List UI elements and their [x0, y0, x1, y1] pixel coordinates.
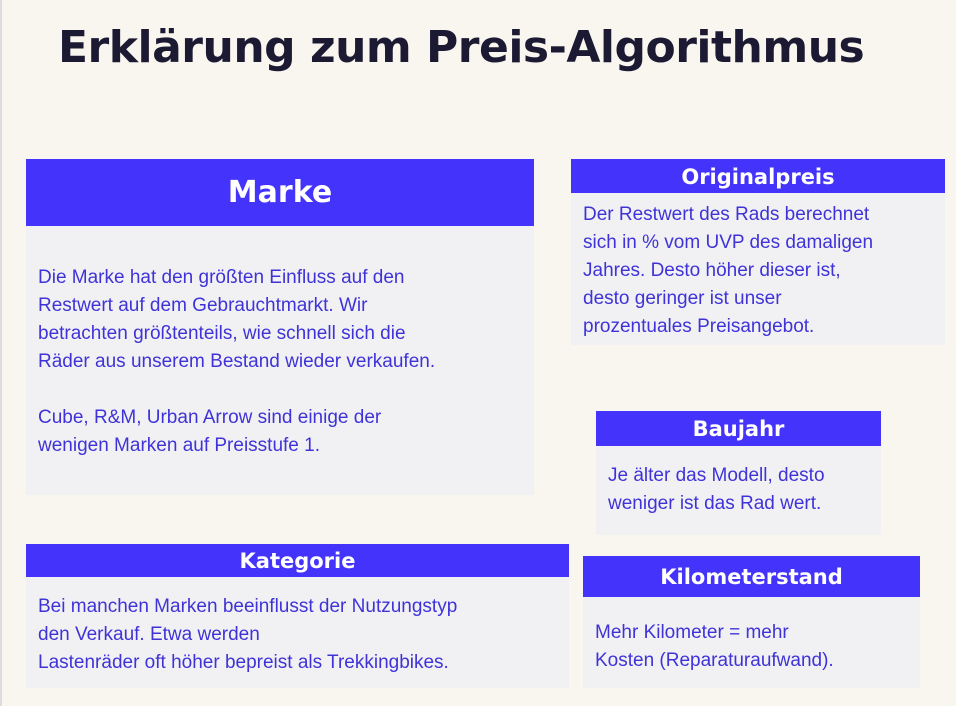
card-originalpreis-heading: Originalpreis	[571, 159, 945, 193]
card-originalpreis	[571, 159, 945, 345]
card-kilometerstand-text: Mehr Kilometer = mehr Kosten (Reparaturaufwand).	[595, 622, 834, 671]
card-kategorie	[26, 544, 569, 688]
card-marke	[26, 159, 534, 495]
card-kilometerstand-heading: Kilometerstand	[583, 556, 920, 597]
card-kilometerstand	[583, 556, 920, 688]
card-kategorie-heading: Kategorie	[26, 544, 569, 577]
card-marke-text: Die Marke hat den größten Einfluss auf den Restwert auf dem Gebrauchtmarkt. Wir betrachten größtenteils, wie schnell sich die Räder aus unserem Bestand wieder verkaufen. Cube, R&M, Urban Arrow sind einige der wenigen Marken auf Preisstufe 1.	[38, 267, 436, 456]
left-edge-rule	[0, 0, 2, 706]
card-baujahr-heading: Baujahr	[596, 411, 881, 446]
page-title: Erklärung zum Preis-Algorithmus	[58, 22, 865, 73]
card-kategorie-text: Bei manchen Marken beeinflusst der Nutzungstyp den Verkauf. Etwa werden Lastenräder oft höher bepreist als Trekkingbikes.	[38, 596, 458, 673]
card-marke-heading: Marke	[26, 159, 534, 226]
card-originalpreis-text: Der Restwert des Rads berechnet sich in % vom UVP des damaligen Jahres. Desto höher dieser ist, desto geringer ist unser prozentuales Preisangebot.	[583, 204, 874, 337]
card-baujahr	[596, 411, 881, 535]
card-baujahr-text: Je älter das Modell, desto weniger ist das Rad wert.	[608, 465, 825, 514]
